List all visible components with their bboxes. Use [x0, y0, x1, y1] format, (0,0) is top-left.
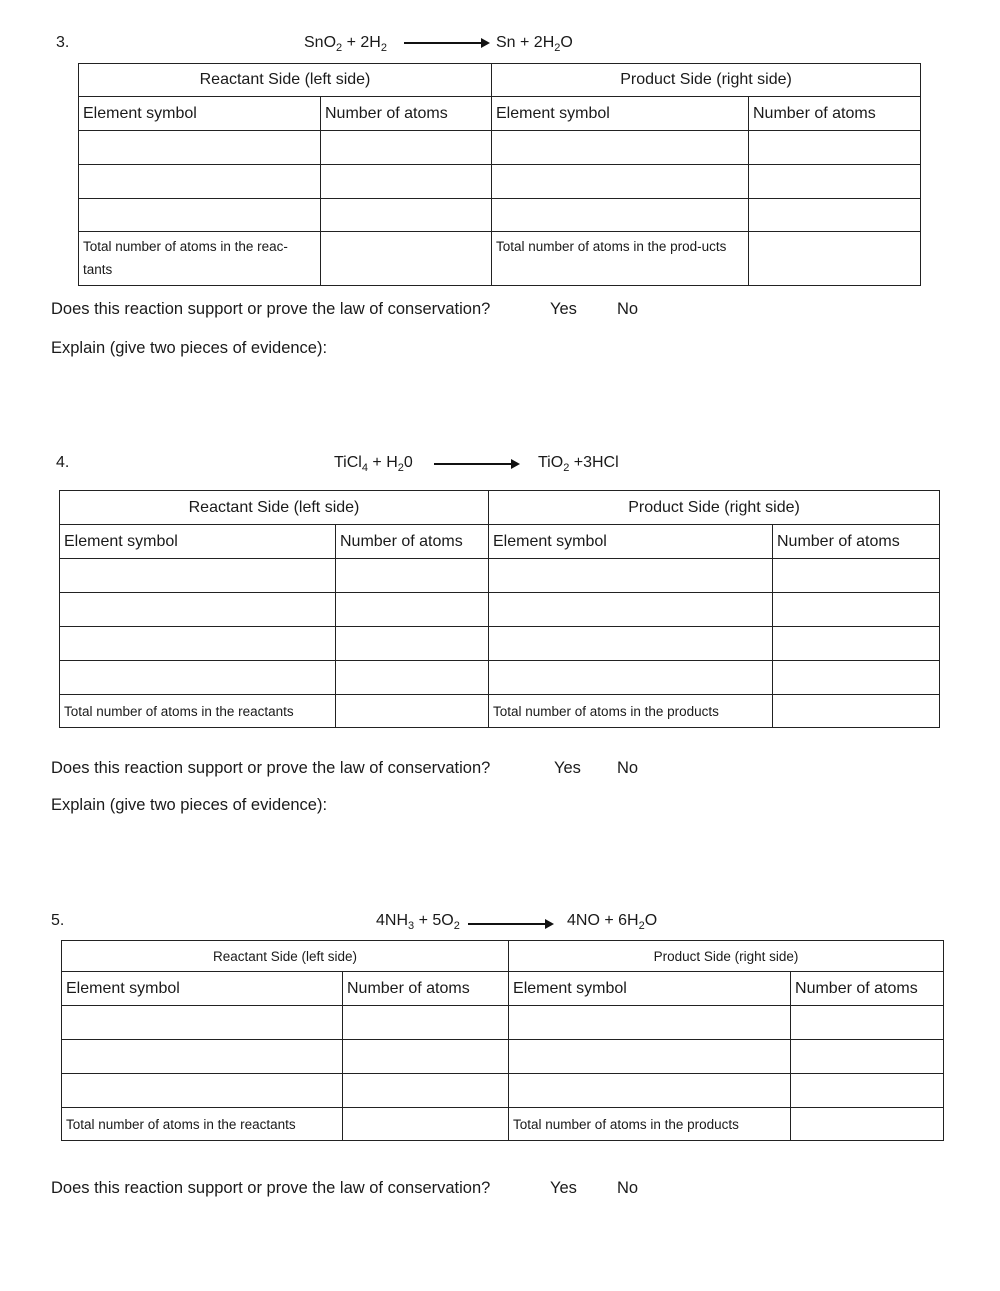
q5-total-products-label: Total number of atoms in the products	[509, 1108, 791, 1141]
answer-cell[interactable]	[791, 1074, 944, 1108]
q5-product-header: Product Side (right side)	[509, 941, 944, 972]
answer-cell[interactable]	[79, 131, 321, 165]
answer-cell[interactable]	[492, 165, 749, 199]
q4-products: TiO$_2$ +3HCl	[538, 454, 619, 475]
answer-cell[interactable]	[343, 1006, 509, 1040]
q3-total-reactants-label: Total number of atoms in the reac-tants	[79, 232, 321, 286]
q3-col-element-reactant: Element symbol	[79, 97, 321, 131]
q5-reactant-header: Reactant Side (left side)	[62, 941, 509, 972]
q3-col-atoms-reactant: Number of atoms	[321, 97, 492, 131]
table-row	[79, 131, 921, 165]
answer-cell[interactable]	[749, 165, 921, 199]
answer-cell[interactable]	[509, 1074, 791, 1108]
answer-cell[interactable]	[336, 559, 489, 593]
q3-reactants: $SnO_2 + 2H_2$	[304, 34, 387, 55]
q5-atom-table	[61, 940, 944, 1141]
q4-col-element-reactant: Element symbol	[60, 525, 336, 559]
answer-cell[interactable]	[791, 1040, 944, 1074]
q5-conservation-question: Does this reaction support or prove the law of conservation?	[51, 1179, 491, 1197]
answer-cell[interactable]	[60, 661, 336, 695]
q4-no-option[interactable]: No	[617, 759, 639, 777]
q3-conservation-question: Does this reaction support or prove the law of conservation?	[51, 300, 491, 318]
q4-total-reactants-label: Total number of atoms in the reactants	[60, 695, 336, 728]
q4-reactants: TiCl$_4$ + $H_20$	[334, 454, 413, 475]
table-row	[60, 627, 940, 661]
answer-cell[interactable]	[773, 593, 940, 627]
q3-col-element-product: Element symbol	[492, 97, 749, 131]
answer-cell[interactable]	[79, 165, 321, 199]
q5-col-element-product: Element symbol	[509, 972, 791, 1006]
answer-cell[interactable]	[62, 1006, 343, 1040]
answer-cell[interactable]	[489, 593, 773, 627]
answer-cell[interactable]	[749, 199, 921, 232]
table-row	[79, 199, 921, 232]
q3-products: $Sn + 2H_2O$	[496, 34, 573, 55]
q5-no-option[interactable]: No	[617, 1179, 639, 1197]
q5-col-element-reactant: Element symbol	[62, 972, 343, 1006]
q4-reactant-header: Reactant Side (left side)	[60, 491, 489, 525]
q3-reaction-arrow-icon	[404, 42, 488, 44]
q3-explain-prompt: Explain (give two pieces of evidence):	[51, 339, 328, 357]
q3-yes-option[interactable]: Yes	[550, 300, 577, 318]
answer-cell[interactable]	[489, 627, 773, 661]
table-row	[62, 1006, 944, 1040]
q5-number: 5.	[51, 912, 65, 929]
q5-total-reactants-cell[interactable]	[343, 1108, 509, 1141]
answer-cell[interactable]	[343, 1074, 509, 1108]
q5-yes-option[interactable]: Yes	[550, 1179, 577, 1197]
answer-cell[interactable]	[509, 1040, 791, 1074]
q3-total-products-label: Total number of atoms in the prod-ucts	[492, 232, 749, 286]
q3-total-products-cell[interactable]	[749, 232, 921, 286]
q4-total-products-cell[interactable]	[773, 695, 940, 728]
q4-col-atoms-reactant: Number of atoms	[336, 525, 489, 559]
table-row	[62, 1040, 944, 1074]
answer-cell[interactable]	[60, 627, 336, 661]
q5-col-atoms-reactant: Number of atoms	[343, 972, 509, 1006]
q4-reaction-arrow-icon	[434, 463, 518, 465]
q4-atom-table	[59, 490, 940, 728]
q3-number: 3.	[56, 34, 70, 51]
answer-cell[interactable]	[79, 199, 321, 232]
q3-reactant-header: Reactant Side (left side)	[79, 64, 492, 97]
table-row	[79, 165, 921, 199]
q4-number: 4.	[56, 454, 70, 471]
q5-col-atoms-product: Number of atoms	[791, 972, 944, 1006]
q5-reaction-arrow-icon	[468, 923, 552, 925]
q5-reactants: $4NH_3 + 5O_2$	[376, 912, 460, 933]
q4-col-element-product: Element symbol	[489, 525, 773, 559]
q4-col-atoms-product: Number of atoms	[773, 525, 940, 559]
answer-cell[interactable]	[791, 1006, 944, 1040]
answer-cell[interactable]	[489, 661, 773, 695]
answer-cell[interactable]	[336, 661, 489, 695]
table-row	[60, 559, 940, 593]
answer-cell[interactable]	[489, 559, 773, 593]
answer-cell[interactable]	[321, 165, 492, 199]
answer-cell[interactable]	[321, 199, 492, 232]
answer-cell[interactable]	[773, 661, 940, 695]
q3-atom-table	[78, 63, 921, 286]
q3-product-header: Product Side (right side)	[492, 64, 921, 97]
table-row	[60, 661, 940, 695]
answer-cell[interactable]	[62, 1074, 343, 1108]
q4-total-products-label: Total number of atoms in the products	[489, 695, 773, 728]
q4-explain-prompt: Explain (give two pieces of evidence):	[51, 796, 328, 814]
q4-product-header: Product Side (right side)	[489, 491, 940, 525]
q5-total-reactants-label: Total number of atoms in the reactants	[62, 1108, 343, 1141]
q3-total-reactants-cell[interactable]	[321, 232, 492, 286]
table-row	[60, 593, 940, 627]
answer-cell[interactable]	[321, 131, 492, 165]
answer-cell[interactable]	[62, 1040, 343, 1074]
answer-cell[interactable]	[773, 559, 940, 593]
q4-yes-option[interactable]: Yes	[554, 759, 581, 777]
answer-cell[interactable]	[60, 559, 336, 593]
answer-cell[interactable]	[343, 1040, 509, 1074]
answer-cell[interactable]	[336, 593, 489, 627]
answer-cell[interactable]	[492, 131, 749, 165]
answer-cell[interactable]	[773, 627, 940, 661]
q3-no-option[interactable]: No	[617, 300, 639, 318]
q5-products: $4NO + 6H_2O$	[567, 912, 658, 933]
q5-total-products-cell[interactable]	[791, 1108, 944, 1141]
answer-cell[interactable]	[749, 131, 921, 165]
answer-cell[interactable]	[336, 627, 489, 661]
q4-total-reactants-cell[interactable]	[336, 695, 489, 728]
table-row	[62, 1074, 944, 1108]
q4-conservation-question: Does this reaction support or prove the law of conservation?	[51, 759, 491, 777]
answer-cell[interactable]	[509, 1006, 791, 1040]
q3-col-atoms-product: Number of atoms	[749, 97, 921, 131]
answer-cell[interactable]	[492, 199, 749, 232]
answer-cell[interactable]	[60, 593, 336, 627]
